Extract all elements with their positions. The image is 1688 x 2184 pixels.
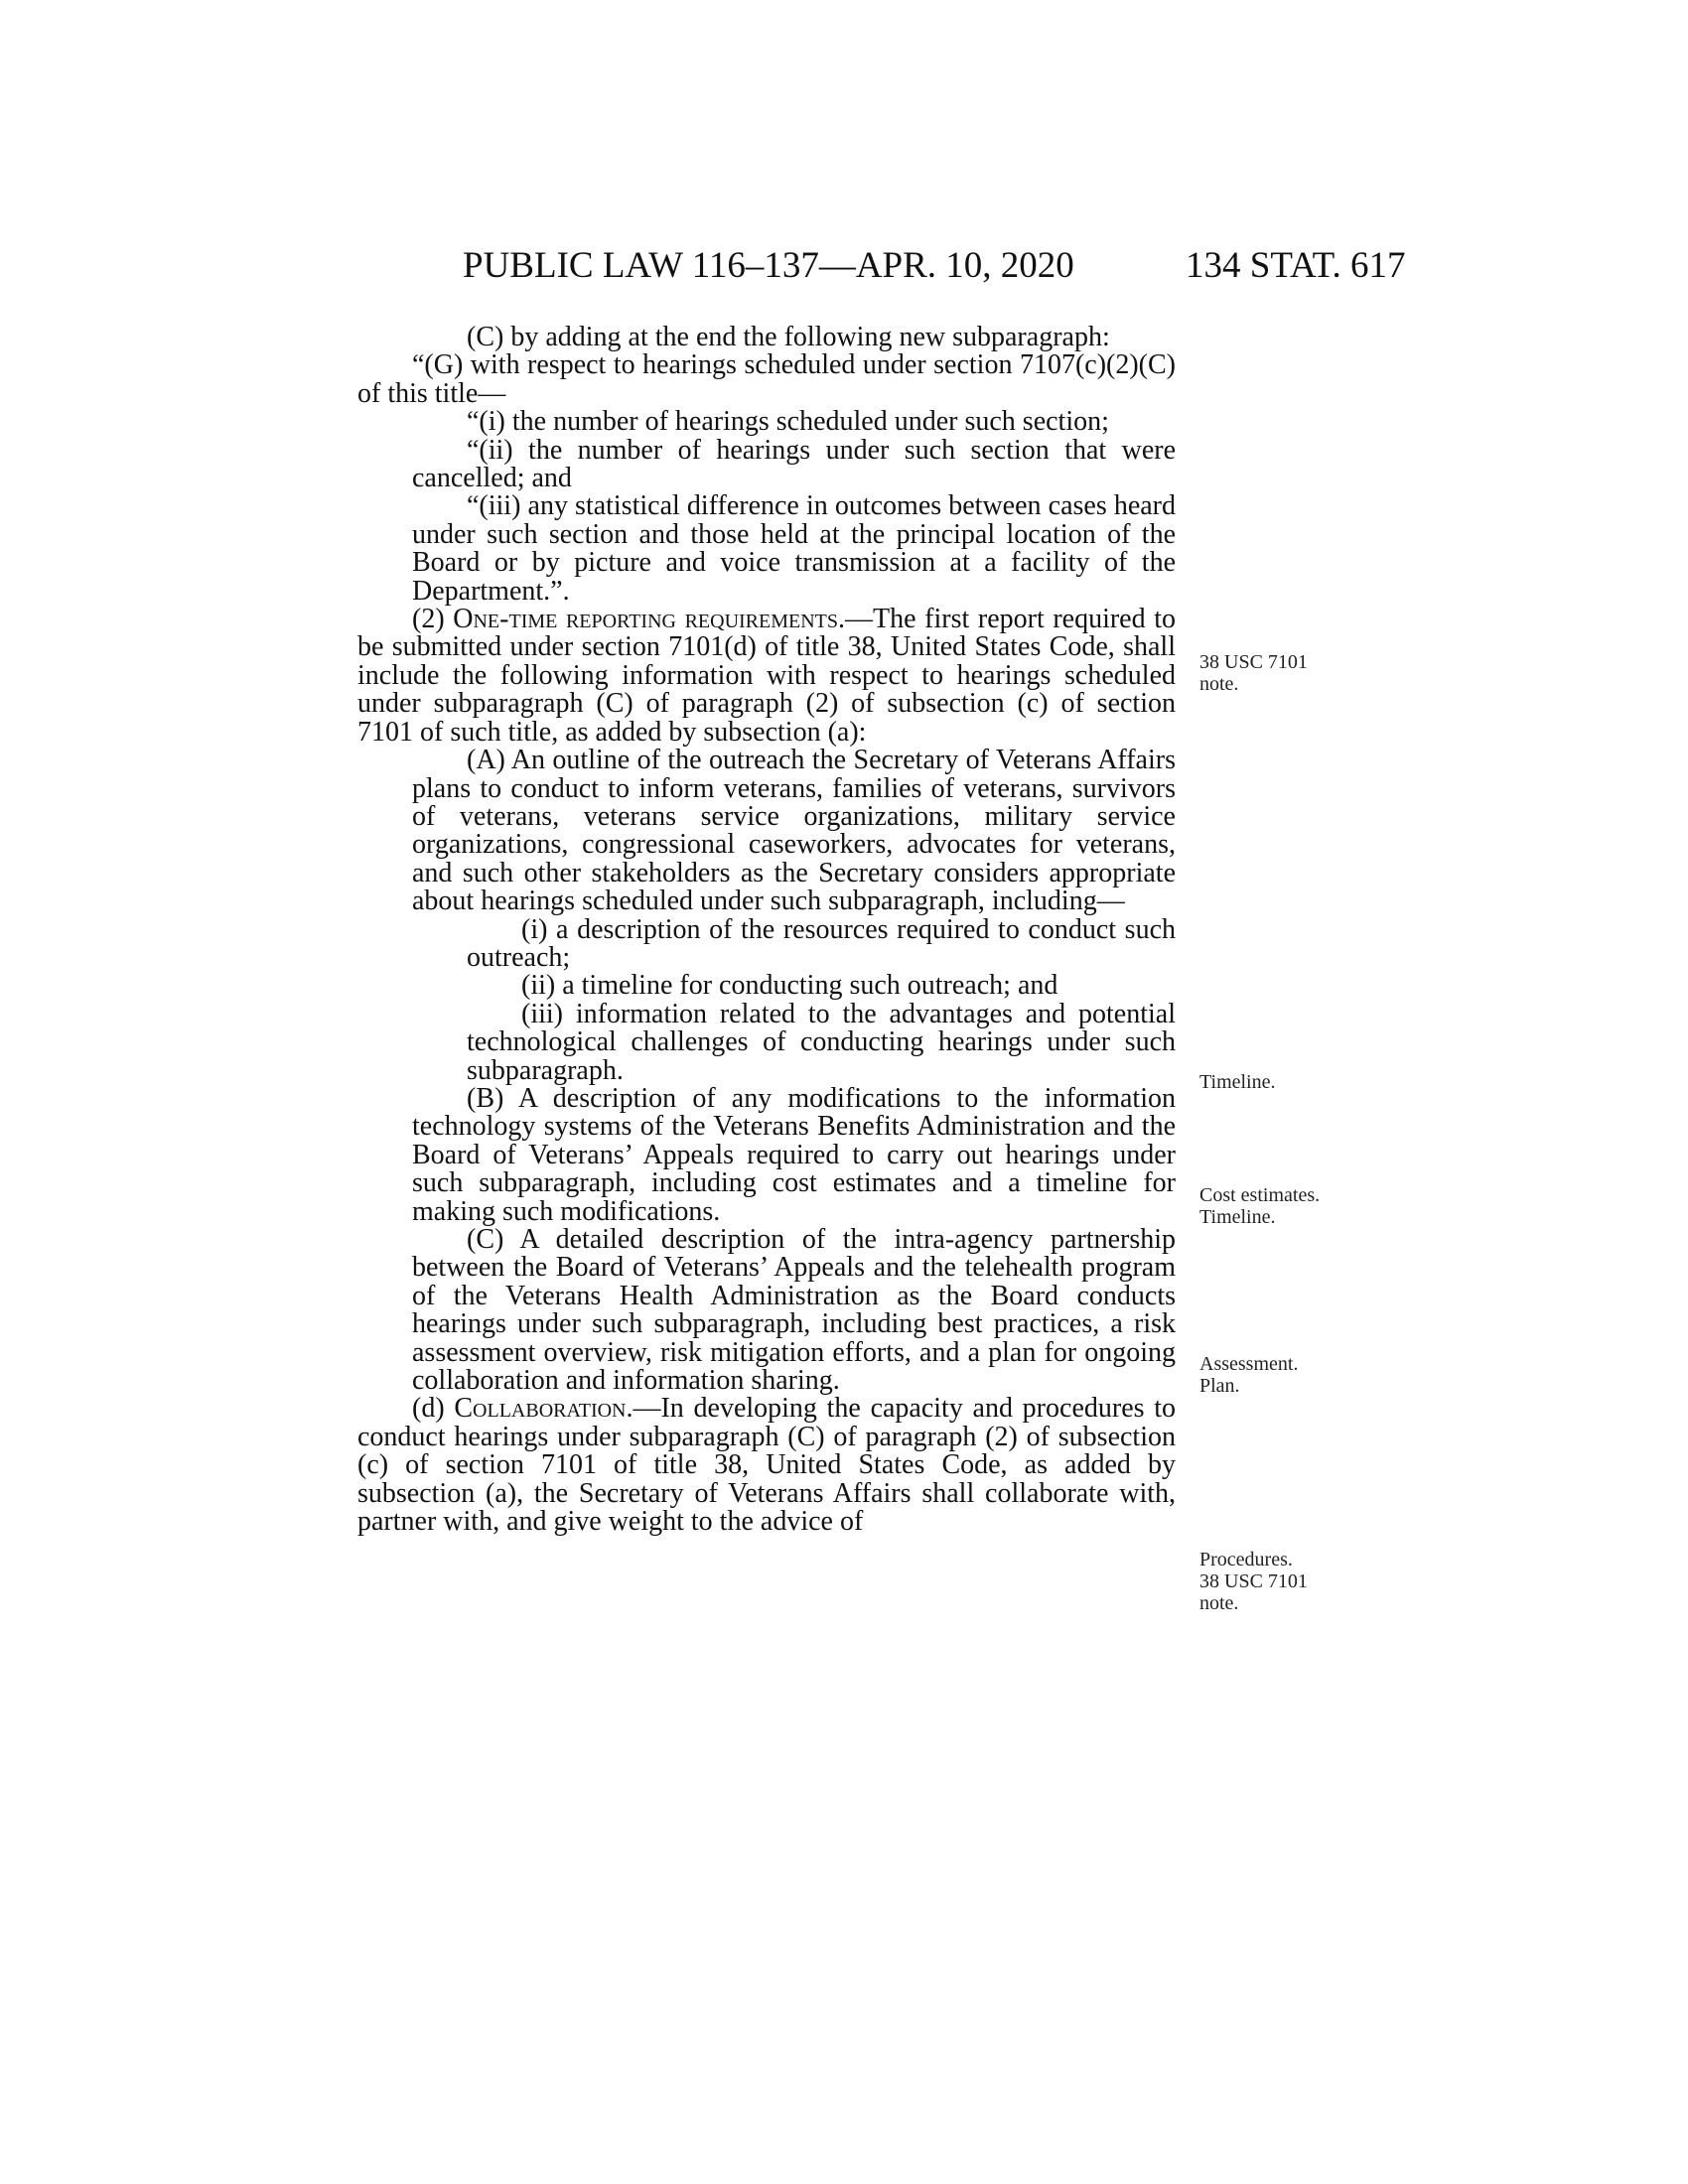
- clause-a-i: (i) a description of the resources required to conduct such outreach;: [467, 913, 1176, 973]
- statute-body: [357, 324, 1176, 1536]
- subsection-d-text: .—In developing the capacity and procedures to conduct hearings under subparagraph (C) of paragraph (2) of subsection (c) of section 7101 of title 38, United States Code, as added by subsection (a), the Secretary of Veterans Affairs shall collaborate with, partner with, and give weight to the advice of: [357, 1393, 1177, 1538]
- clause-g-ii: “(ii) the number of hearings under such section that were cancelled; and: [412, 434, 1176, 494]
- margin-note-line: 38 USC 7101: [1199, 651, 1308, 673]
- subparagraph-a: (A) An outline of the outreach the Secretary of Veterans Affairs plans to conduct to inform veterans, families of veterans, survivors of veterans, veterans service organizations, military service organizations, congressional caseworkers, advocates for veterans, and such other stakeholders as the Secretary considers appropriate about hearings scheduled under such subparagraph, including—: [412, 745, 1176, 917]
- subsection-d-number: (d): [412, 1393, 455, 1425]
- margin-note-line: Assessment.: [1199, 1353, 1299, 1375]
- margin-note-cost-estimates: [1199, 1184, 1320, 1228]
- subsection-d: [357, 1395, 1176, 1536]
- margin-note-line: Timeline.: [1199, 1206, 1276, 1228]
- subparagraph-b: (B) A description of any modifications to the information technology systems of the Veterans Benefits Administration and the Board of Veterans’ Appeals required to carry out hearings under such subparagraph, including cost estimates and a timeline for making such modifications.: [412, 1082, 1176, 1227]
- paragraph-2-text: .—The first report required to be submitted under section 7101(d) of title 38, United States Code, shall include the following information with respect to hearings scheduled under subparagraph (C) of paragraph (2) of subsection (c) of section 7101 of such title, as added by subsection (a):: [357, 604, 1176, 748]
- margin-note-line: note.: [1199, 1592, 1239, 1614]
- running-head-title: PUBLIC LAW 116–137—APR. 10, 2020: [463, 245, 1074, 286]
- margin-note-procedures: [1199, 1549, 1308, 1614]
- margin-note-38usc-1: [1199, 651, 1308, 695]
- page-stat-number: 134 STAT. 617: [1186, 245, 1406, 286]
- clause-g-i: “(i) the number of hearings scheduled under such section;: [467, 406, 1109, 438]
- margin-note-line: 38 USC 7101: [1199, 1570, 1308, 1592]
- clause-g-iii: “(iii) any statistical difference in outcomes between cases heard under such section and those held at the principal location of the Board or by picture and voice transmission at a facility of the Department.”.: [412, 490, 1176, 607]
- paragraph-2: [357, 606, 1176, 747]
- subsection-d-heading: Collaboration: [454, 1393, 627, 1425]
- margin-note-line: note.: [1199, 673, 1239, 695]
- subparagraph-c: (C) A detailed description of the intra-agency partnership between the Board of Veterans’ Appeals and the telehealth program of the Veterans Health Administration as the Board conducts hearings under such subparagraph, including best practices, a risk assessment overview, risk mitigation efforts, and a plan for ongoing collaboration and information sharing.: [412, 1224, 1176, 1397]
- margin-note-timeline: [1199, 1071, 1276, 1093]
- margin-note-line: Timeline.: [1199, 1071, 1276, 1093]
- subparagraph-g: “(G) with respect to hearings scheduled under section 7107(c)(2)(C) of this title—: [357, 349, 1176, 409]
- paragraph-2-number: (2): [412, 604, 454, 635]
- margin-note-assessment: [1199, 1353, 1298, 1397]
- clause-a-iii: (iii) information related to the advantages and potential technological challenges of conducting hearings under such subparagraph.: [467, 998, 1176, 1086]
- margin-note-line: Cost estimates.: [1199, 1184, 1321, 1206]
- margin-note-line: Procedures.: [1199, 1549, 1293, 1570]
- margin-note-line: Plan.: [1199, 1375, 1240, 1397]
- paragraph-2-heading: One-time reporting requirements: [453, 604, 839, 635]
- clause-c-intro: (C) by adding at the end the following new subparagraph:: [467, 322, 1110, 352]
- clause-a-ii: (ii) a timeline for conducting such outreach; and: [521, 970, 1058, 1002]
